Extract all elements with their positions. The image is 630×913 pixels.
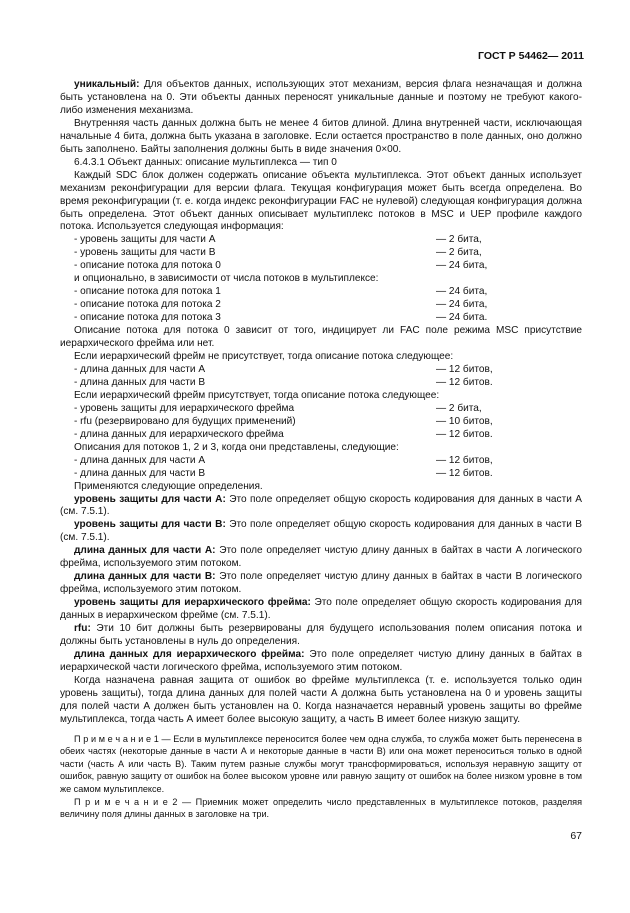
- list-item: - уровень защиты для иерархического фрейма — 2 бита,: [74, 402, 482, 414]
- definition: уровень защиты для иерархического фрейма: Это поле определяет общую скорость кодирования для данных в иерархическом фрейме (см. 7.5.1).: [60, 597, 583, 622]
- list-item: - длина данных для иерархического фрейма — 12 битов.: [74, 428, 493, 440]
- list-item: - описание потока для потока 3 — 24 бита.: [74, 312, 488, 324]
- list-item: - уровень защиты для части А — 2 бита,: [74, 234, 482, 246]
- streams123-intro: Описания для потоков 1, 2 и 3, когда они представлены, следующие:: [74, 441, 399, 453]
- list-item: - описание потока для потока 2 — 24 бита,: [74, 299, 488, 311]
- definition: rfu: Эти 10 бит должны быть резервированы для будущего использования полем описания потока и должны быть установлены в нуль до определения.: [60, 623, 582, 647]
- list-item: - описание потока для потока 1 — 24 бита,: [74, 286, 488, 298]
- list-item: - rfu (резервировано для будущих применений) — 10 битов,: [74, 415, 493, 427]
- para-stream0: Описание потока для потока 0 зависит от того, индицирует ли FAC поле режима MSC присутствие иерархического фрейма или нет.: [60, 325, 582, 350]
- document-header: ГОСТ Р 54462— 2011: [478, 50, 584, 62]
- notes: [60, 733, 582, 821]
- no-hier-intro: Если иерархический фрейм не присутствует, тогда описание потока следующее:: [74, 351, 454, 363]
- para-equal-protection: Когда назначена равная защита от ошибок во фрейме мультиплекса (т. е. используется только один уровень защиты), тогда длина данных для полей части А должна быть установлена на 0 и уровень защиты для полей части А должен быть установлен на 0. Когда назначается неравный уровень защиты во фрейме мультиплекса, тогда часть А имеет более высокую защиту, а часть В имеет более низкую защиту.: [60, 674, 582, 725]
- defs-intro: Применяются следующие определения.: [74, 480, 263, 492]
- definition: уровень защиты для части А: Это поле определяет общую скорость кодирования для данных в части А (см. 7.5.1).: [60, 493, 582, 518]
- term-unique: уникальный:: [74, 79, 140, 90]
- section-title: 6.4.3.1 Объект данных: описание мультиплекса — тип 0: [74, 156, 337, 168]
- info-list-5: [60, 455, 582, 481]
- note-1: П р и м е ч а н и е 1 — Если в мультиплексе переносится более чем одна служба, то служба может быть перенесена в обеих частях (некоторые данные в части А и некоторые данные в части В) или она может переноситься только в одной части (часть А или часть В). Таким путем разные службы могут трансформироваться, используя неравную защиту от ошибок, равную защиту от ошибок на более высоком уровне или равную защиту от ошибок на более низком уровне в том же самом мультиплексе.: [60, 733, 582, 795]
- info-list-3: [60, 364, 582, 390]
- list-item: - длина данных для части В — 12 битов.: [74, 467, 493, 479]
- page-number: 67: [570, 830, 582, 842]
- list-item: - уровень защиты для части В — 2 бита,: [74, 247, 482, 259]
- hier-intro: Если иерархический фрейм присутствует, тогда описание потока следующее:: [74, 389, 440, 401]
- definition: длина данных для части В: Это поле определяет чистую длину данных в байтах в части В логического фрейма, используемого этим потоком.: [60, 571, 582, 596]
- definition: длина данных для части А: Это поле определяет чистую длину данных в байтах в части А логического фрейма, используемого этим потоком.: [60, 545, 582, 570]
- info-list-4: [60, 403, 582, 442]
- info-list-2: [60, 286, 582, 325]
- list-item: - длина данных для части А — 12 битов,: [74, 454, 493, 466]
- list-item: - длина данных для части В — 12 битов.: [74, 376, 493, 388]
- info-list-1: [60, 234, 582, 273]
- para-internal: Внутренняя часть данных должна быть не менее 4 битов длиной. Длина внутренней части, исключающая начальные 4 бита, должна быть указана в заголовке. Если остается пространство в поле данных, оно должно быть заполнено. Байты заполнения должны быть в виде значения 0×00.: [60, 117, 582, 155]
- note-2: П р и м е ч а н и е 2 — Приемник может определить число представленных в мультиплексе потоков, разделяя величину поля длины данных в заголовке на три.: [60, 796, 582, 820]
- list-item: - длина данных для части А — 12 битов,: [74, 363, 493, 375]
- definition: уровень защиты для части В: Это поле определяет общую скорость кодирования для данных в части В (см. 7.5.1).: [60, 519, 582, 544]
- list-item: - описание потока для потока 0 — 24 бита,: [74, 260, 488, 272]
- page-body: [60, 79, 582, 821]
- para-unique: уникальный: Для объектов данных, использующих этот механизм, версия флага незначащая и должна быть установлена на 0. Эти объекты данных переносят уникальные данные и поэтому не требуют какого-либо изменения механизма.: [60, 79, 582, 116]
- definition: длина данных для иерархического фрейма: Это поле определяет чистую длину данных в байтах в иерархической части логического фрейма, используемого этим потоком.: [60, 648, 582, 673]
- para-sdc: Каждый SDC блок должен содержать описание объекта мультиплекса. Этот объект данных использует механизм реконфигурации для версии флага. Текущая конфигурация может быть всегда определена. Во время реконфигурации (т. е. когда индекс реконфигурации FAC не нулевой) следующая конфигурация должна быть определена. Этот объект данных описывает мультиплекс потоков в MSC и UEP профиле каждого потока. Используется следующая информация:: [60, 169, 582, 233]
- optional-intro: и опционально, в зависимости от числа потоков в мультиплексе:: [74, 273, 379, 285]
